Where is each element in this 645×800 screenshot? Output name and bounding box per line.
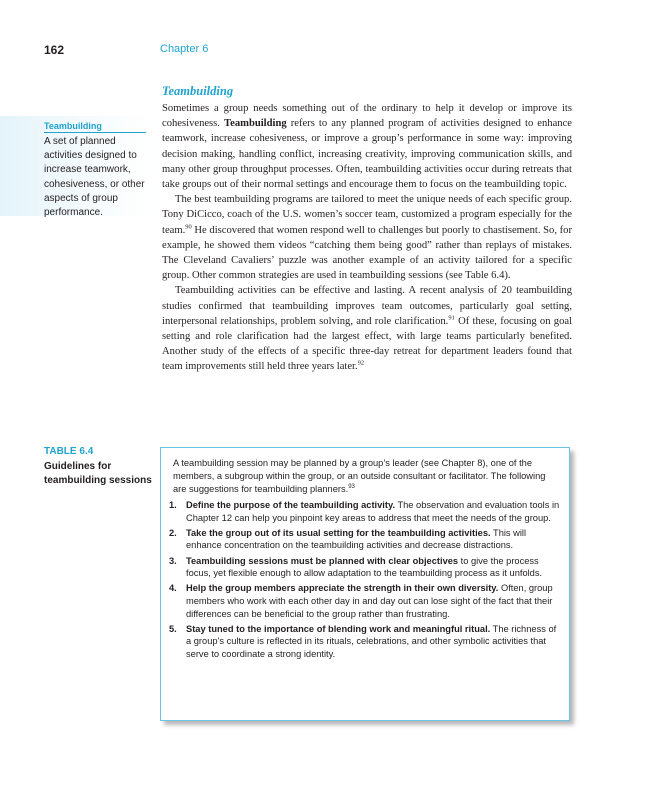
guideline-list	[169, 499, 561, 663]
guideline-text: to give the process focus, yet flexible enough to allow adaptation to the teambuilding process as it unfolds.	[186, 555, 543, 579]
guideline-lead: Take the group out of its usual setting for the teambuilding activities.	[186, 527, 491, 538]
guideline-text: This will enhance concentration on the teambuilding activities and decrease distractions.	[186, 527, 527, 551]
citation-marker: 91	[448, 314, 455, 322]
guideline-item	[169, 623, 561, 661]
guideline-number: 2.	[169, 527, 177, 538]
guideline-lead: Help the group members appreciate the strength in their own diversity.	[186, 583, 499, 594]
guideline-item	[169, 527, 561, 552]
body-paragraph: The best teambuilding programs are tailored to meet the unique needs of each specific group. Tony DiCicco, coach of the U.S. women’s soccer team, customized a program especially for the team.$^{90}$ He discovered that women respond well to challenges but poorly to chastisement. So, for example, he showed them videos “catching them being good” rather than replays of mistakes. The Cleveland Cavaliers’ puzzle was another example of an activity tailored for a specific group. Other common strategies are used in teambuilding sessions (see Table 6.4).	[162, 194, 572, 282]
guideline-number: 4.	[169, 583, 177, 594]
body-text	[162, 101, 572, 375]
guideline-item	[169, 582, 561, 620]
guideline-text: The observation and evaluation tools in Chapter 12 can help you pinpoint key areas to address that meet the needs of the group.	[186, 500, 560, 523]
guideline-number: 5.	[169, 623, 177, 634]
citation-marker: 90	[185, 223, 192, 231]
key-term: Teambuilding	[224, 118, 287, 130]
glossary-rule	[44, 132, 146, 133]
guideline-text: The richness of a group’s culture is reflected in its rituals, celebrations, and other symbolic activities that serve to coordinate a strong identity.	[186, 623, 557, 659]
guideline-item	[169, 555, 561, 580]
citation-marker: 93	[348, 483, 355, 490]
guideline-number: 3.	[169, 555, 177, 566]
guideline-item	[169, 499, 561, 524]
guideline-text: Often, group members who work with each other day in and day out can lose sight of the fact that their differences can be beneficial to the group rather than frustrating.	[186, 583, 553, 619]
page-number: 162	[44, 43, 65, 57]
section-heading: Teambuilding	[162, 84, 234, 98]
body-paragraph: Sometimes a group needs something out of the ordinary to help it develop or improve its cohesiveness. Teambuilding refers to any planned program of activities designed to enhance teamwork, increase cohesiveness, or improve a group’s performance in some way: improving decision making, handling conflict, increasing creativity, improving communication skills, and many other group throughput processes. Often, teambuilding activities occur during retreats that take groups out of their normal settings and encourage them to focus on the teambuilding topic.	[162, 103, 573, 191]
glossary-definition: A set of planned activities designed to increase teamwork, cohesiveness, or other aspects of group performance.	[44, 136, 145, 219]
glossary-term: Teambuilding	[44, 121, 102, 131]
guideline-lead: Define the purpose of the teambuilding activity.	[186, 500, 396, 510]
table-number: TABLE 6.4	[44, 446, 94, 457]
guideline-lead: Teambuilding sessions must be planned with clear objectives	[186, 555, 459, 566]
guidelines-table	[160, 447, 570, 721]
table-title: Guidelines for teambuilding sessions	[44, 461, 152, 486]
table-intro: A teambuilding session may be planned by a group’s leader (see Chapter 8), one of the members, a subgroup within the group, or an outside consultant or facilitator. The following are suggestions for teambuilding planners.$^{93}$	[173, 458, 546, 494]
chapter-label: Chapter 6	[160, 43, 209, 55]
body-paragraph: Teambuilding activities can be effective and lasting. A recent analysis of 20 teambuilding studies confirmed that teambuilding improves team outcomes, particularly goal setting, interpersonal relationships, problem solving, and role clarification.$^{91}$ Of these, focusing on goal setting and role clarification had the largest effect, with large teams particularly benefited. Another study of the effects of a specific three-day retreat for department leaders found that team improvements still held three years later.$^{92}$	[162, 285, 573, 373]
citation-marker: 92	[357, 359, 365, 367]
guideline-number: 1.	[169, 500, 177, 510]
guideline-lead: Stay tuned to the importance of blending work and meaningful ritual.	[186, 623, 491, 634]
